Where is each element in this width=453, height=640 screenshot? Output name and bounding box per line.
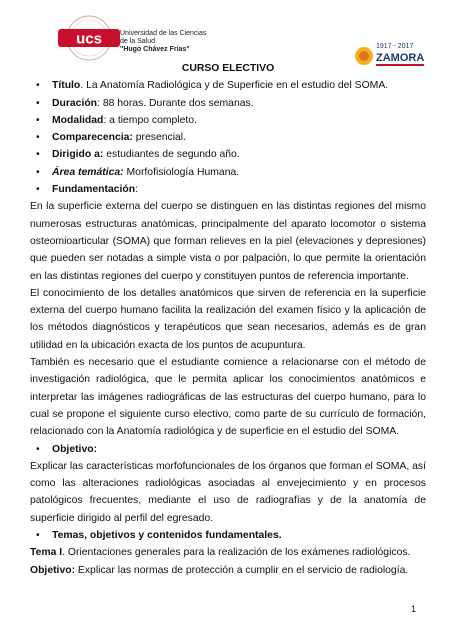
anniversary-place: ZAMORA xyxy=(376,52,425,64)
item-fundamentacion: • Fundamentación: xyxy=(30,181,426,198)
item-comparecencia: • Comparecencia: presencial. xyxy=(30,129,426,146)
page-number: 1 xyxy=(411,604,417,614)
fundamentacion-paragraph-3: También es necesario que el estudiante comience a relacionarse con el método de investigación radiológica, que le permita aplicar los conocimientos anatómicos e interpretar las imágenes radiográficas de las estructuras del cuerpo humano, para lo cual se propone el siguiente curso electivo, como parte de su currículo de formación, relacionado con la Anatomía radiológica y de superficie en el estudio del SOMA. xyxy=(30,357,426,438)
item-dirigido: • Dirigido a: estudiantes de segundo año. xyxy=(30,146,426,163)
anniversary-years: 1917 - 2017 xyxy=(376,43,414,50)
institution-line-2: de la Salud xyxy=(120,38,156,45)
institution-line-3: "Hugo Chávez Frías" xyxy=(120,46,190,53)
ucs-logo-text: ucs xyxy=(76,30,102,48)
tema-1-paragraph: Tema I. Orientaciones generales para la realización de los exámenes radiológicos. xyxy=(30,547,411,559)
fundamentacion-paragraph-1: En la superficie externa del cuerpo se distinguen en las distintas regiones del mismo numerosas estructuras anatómicas, principalmente del aparato locomotor o sistema osteomioarticular (SOMA) que forman relieves en la piel (elevaciones y depresiones) que pueden ser notadas a simple vista o por palpación, lo que permite la orientación en las distintas regiones del cuerpo y constituyen puntos de referencia importante. xyxy=(30,201,426,282)
item-titulo: • Título. La Anatomía Radiológica y de Superficie en el estudio del SOMA. xyxy=(30,77,426,94)
item-temas: • Temas, objetivos y contenidos fundamentales. xyxy=(30,527,426,544)
item-area-tematica: • Área temática: Morfofisiología Humana. xyxy=(30,164,426,181)
tema-1-objective: Objetivo: Explicar las normas de protección a cumplir en el servicio de radiología. xyxy=(30,564,409,576)
item-objetivo: • Objetivo: xyxy=(30,441,426,458)
institution-name xyxy=(120,30,220,54)
item-modalidad: • Modalidad: a tiempo completo. xyxy=(30,112,426,129)
page-header xyxy=(0,8,453,68)
item-duracion: • Duración: 88 horas. Durante dos semanas. xyxy=(30,95,426,112)
institution-line-1: Universidad de las Ciencias xyxy=(120,30,207,37)
document-body xyxy=(30,60,426,579)
ucs-logo xyxy=(54,14,124,62)
document-title: CURSO ELECTIVO xyxy=(181,63,275,74)
fundamentacion-paragraph-2: El conocimiento de los detalles anatómicos que sirven de referencia en la superficie externa del cuerpo humano facilita la realización del examen físico y la aplicación de los métodos diagnósticos y terapéuticos que sean necesarios, además es de gran utilidad en la ubicación exacta de los puntos de acupuntura. xyxy=(30,287,426,351)
objetivo-paragraph: Explicar las características morfofuncionales de los órganos que forman el SOMA, así como las alteraciones radiológicas asociadas al envejecimiento y en procesos patológicos frecuentes, mediante el uso de radiografías y de la anatomía de superficie dirigido al perfil del egresado. xyxy=(30,460,426,524)
